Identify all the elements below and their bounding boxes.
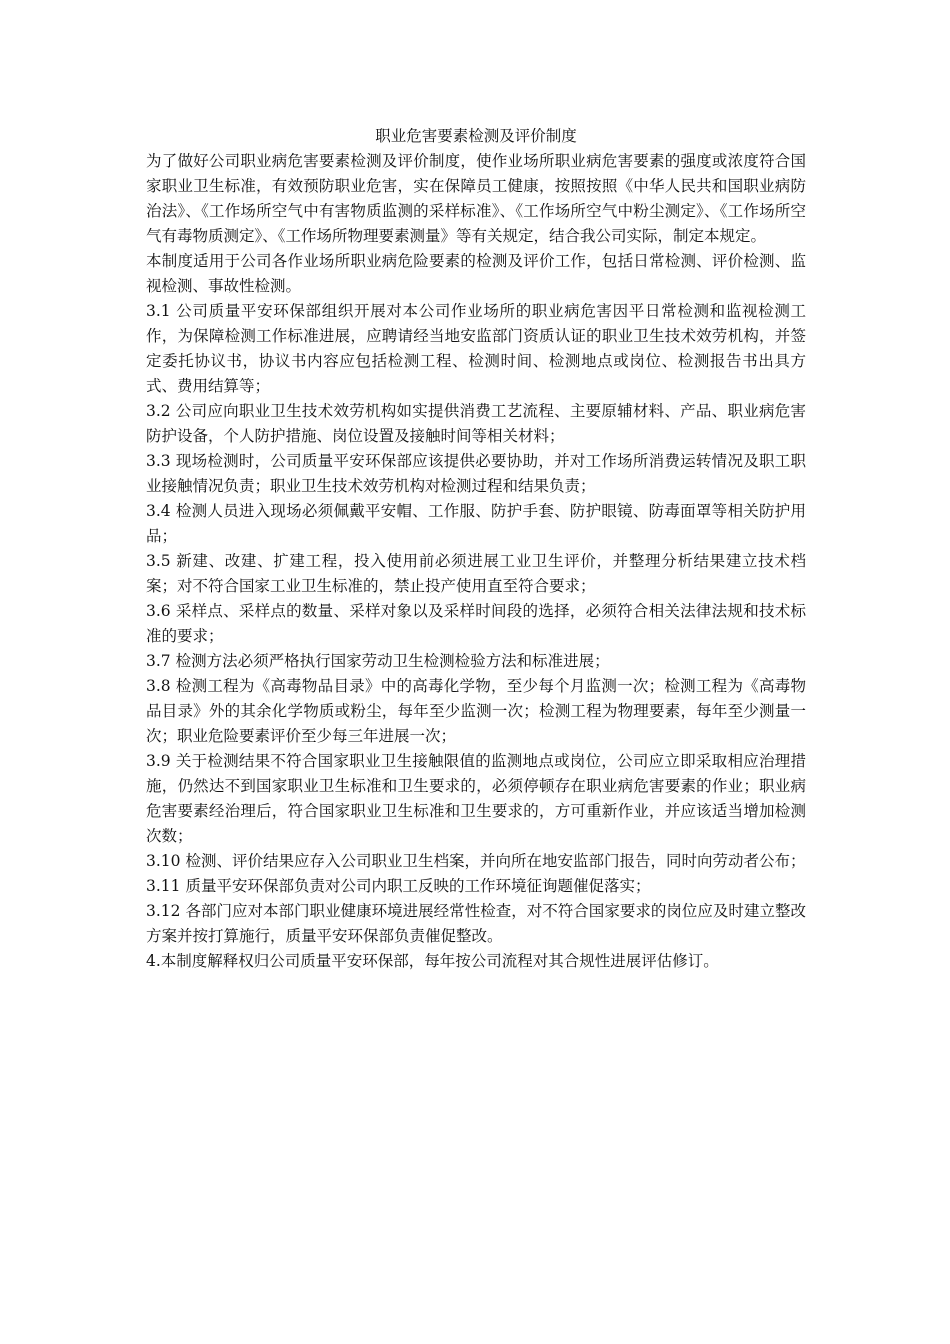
paragraph-3-8: 3.8 检测工程为《高毒物品目录》中的高毒化学物，至少每个月监测一次；检测工程为《高毒物品目录》外的其余化学物质或粉尘，每年至少监测一次；检测工程为物理要素，每年至少测量一次；职业危险要素评价至少每三年进展一次；	[146, 677, 806, 745]
paragraph-3-12: 3.12 各部门应对本部门职业健康环境进展经常性检查，对不符合国家要求的岗位应及时建立整改方案并按打算施行，质量平安环保部负责催促整改。	[146, 902, 806, 945]
paragraph-3-11: 3.11 质量平安环保部负责对公司内职工反映的工作环境征询题催促落实；	[146, 877, 651, 895]
paragraph-3-1: 3.1 公司质量平安环保部组织开展对本公司作业场所的职业病危害因平日常检测和监视检测工作，为保障检测工作标准进展，应聘请经当地安监部门资质认证的职业卫生技术效劳机构，并签定委托协议书，协议书内容应包括检测工程、检测时间、检测地点或岗位、检测报告书出具方式、费用结算等；	[146, 302, 806, 395]
paragraph-4: 4.本制度解释权归公司质量平安环保部，每年按公司流程对其合规性进展评估修订。	[146, 952, 719, 970]
paragraph-scope: 本制度适用于公司各作业场所职业病危险要素的检测及评价工作，包括日常检测、评价检测、监视检测、事故性检测。	[146, 252, 806, 295]
paragraph-3-6: 3.6 采样点、采样点的数量、采样对象以及采样时间段的选择，必须符合相关法律法规和技术标准的要求；	[146, 602, 806, 645]
paragraph-3-5: 3.5 新建、改建、扩建工程，投入使用前必须进展工业卫生评价，并整理分析结果建立技术档案；对不符合国家工业卫生标准的，禁止投产使用直至符合要求；	[146, 552, 806, 595]
document-page	[146, 124, 806, 974]
paragraph-3-2: 3.2 公司应向职业卫生技术效劳机构如实提供消费工艺流程、主要原辅材料、产品、职业病危害防护设备，个人防护措施、岗位设置及接触时间等相关材料；	[146, 402, 806, 445]
paragraph-intro: 为了做好公司职业病危害要素检测及评价制度，使作业场所职业病危害要素的强度或浓度符合国家职业卫生标准，有效预防职业危害，实在保障员工健康，按照按照《中华人民共和国职业病防治法》、《工作场所空气中有害物质监测的采样标准》、《工作场所空气中粉尘测定》、《工作场所空气有毒物质测定》、《工作场所物理要素测量》等有关规定，结合我公司实际，制定本规定。	[146, 152, 806, 245]
paragraph-3-7: 3.7 检测方法必须严格执行国家劳动卫生检测检验方法和标准进展；	[146, 652, 610, 670]
paragraph-3-10: 3.10 检测、评价结果应存入公司职业卫生档案，并向所在地安监部门报告，同时向劳动者公布；	[146, 852, 806, 870]
paragraph-3-9: 3.9 关于检测结果不符合国家职业卫生接触限值的监测地点或岗位，公司应立即采取相应治理措施，仍然达不到国家职业卫生标准和卫生要求的，必须停顿存在职业病危害要素的作业；职业病危害要素经治理后，符合国家职业卫生标准和卫生要求的，方可重新作业，并应该适当增加检测次数；	[146, 752, 806, 845]
paragraph-3-3: 3.3 现场检测时，公司质量平安环保部应该提供必要协助，并对工作场所消费运转情况及职工职业接触情况负责；职业卫生技术效劳机构对检测过程和结果负责；	[146, 452, 806, 495]
document-title: 职业危害要素检测及评价制度	[375, 127, 577, 145]
paragraph-3-4: 3.4 检测人员进入现场必须佩戴平安帽、工作服、防护手套、防护眼镜、防毒面罩等相关防护用品；	[146, 502, 806, 545]
